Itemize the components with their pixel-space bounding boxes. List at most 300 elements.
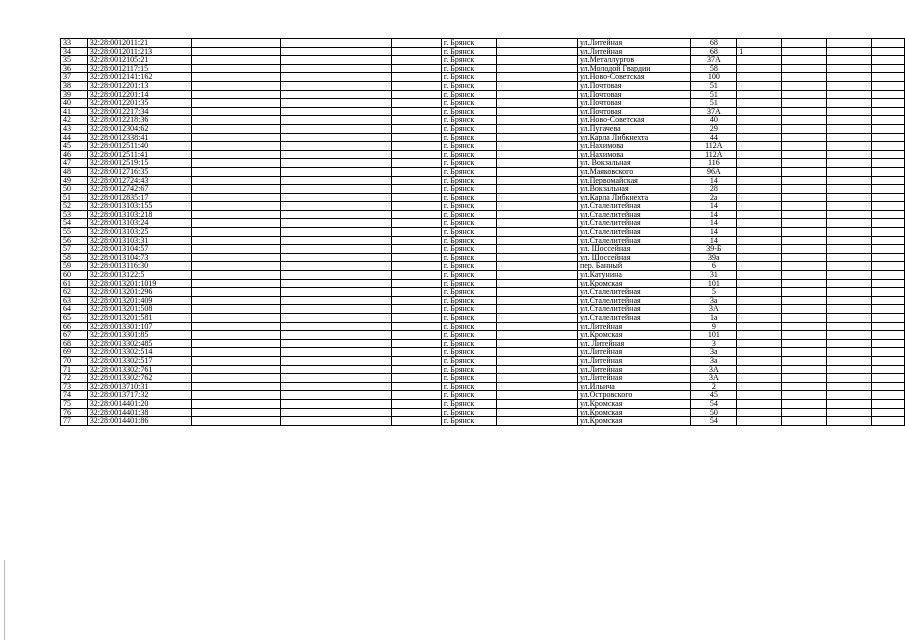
row-number-cell: 76	[61, 408, 88, 417]
cadastral-number-cell: 32:28:0013301:107	[87, 322, 191, 331]
empty-cell	[827, 116, 871, 125]
street-cell: ул.Кромская	[577, 417, 690, 426]
street-cell: ул. Вокзальная	[577, 159, 690, 168]
row-number-cell: 53	[61, 210, 88, 219]
row-number-cell: 36	[61, 64, 88, 73]
empty-cell	[871, 391, 904, 400]
house-number-cell: 54	[691, 399, 737, 408]
city-cell: г. Брянск	[441, 219, 496, 228]
empty-cell	[392, 228, 442, 237]
extra-cell	[737, 382, 782, 391]
empty-cell	[392, 408, 442, 417]
empty-cell	[280, 339, 391, 348]
city-cell: г. Брянск	[441, 288, 496, 297]
street-cell: ул.Нахимова	[577, 142, 690, 151]
empty-cell	[497, 262, 578, 271]
cadastral-number-cell: 32:28:0013201:296	[87, 288, 191, 297]
city-cell: г. Брянск	[441, 47, 496, 56]
city-cell: г. Брянск	[441, 399, 496, 408]
empty-cell	[781, 159, 826, 168]
table-row	[61, 271, 905, 280]
extra-cell	[737, 228, 782, 237]
extra-cell	[737, 176, 782, 185]
empty-cell	[871, 39, 904, 48]
empty-cell	[781, 116, 826, 125]
empty-cell	[280, 99, 391, 108]
empty-cell	[392, 73, 442, 82]
empty-cell	[871, 271, 904, 280]
empty-cell	[827, 202, 871, 211]
empty-cell	[781, 133, 826, 142]
city-cell: г. Брянск	[441, 365, 496, 374]
empty-cell	[392, 253, 442, 262]
row-number-cell: 42	[61, 116, 88, 125]
empty-cell	[827, 39, 871, 48]
cadastral-number-cell: 32:28:0013302:517	[87, 356, 191, 365]
empty-cell	[827, 305, 871, 314]
cadastral-number-cell: 32:28:0012511:41	[87, 150, 191, 159]
empty-cell	[827, 159, 871, 168]
empty-cell	[781, 408, 826, 417]
row-number-cell: 59	[61, 262, 88, 271]
city-cell: г. Брянск	[441, 348, 496, 357]
house-number-cell: 112А	[691, 142, 737, 151]
empty-cell	[871, 365, 904, 374]
city-cell: г. Брянск	[441, 202, 496, 211]
house-number-cell: 50	[691, 408, 737, 417]
extra-cell	[737, 236, 782, 245]
empty-cell	[392, 142, 442, 151]
empty-cell	[871, 167, 904, 176]
empty-cell	[392, 382, 442, 391]
empty-cell	[871, 288, 904, 297]
table-row	[61, 150, 905, 159]
table-row	[61, 322, 905, 331]
cadastral-number-cell: 32:28:0013104:73	[87, 253, 191, 262]
scan-edge-line	[4, 560, 5, 640]
row-number-cell: 49	[61, 176, 88, 185]
extra-cell	[737, 150, 782, 159]
empty-cell	[497, 219, 578, 228]
empty-cell	[191, 193, 280, 202]
table-row	[61, 193, 905, 202]
empty-cell	[280, 150, 391, 159]
cadastral-number-cell: 32:28:0013302:761	[87, 365, 191, 374]
cadastral-number-cell: 32:28:0012338:41	[87, 133, 191, 142]
table-row	[61, 210, 905, 219]
row-number-cell: 40	[61, 99, 88, 108]
city-cell: г. Брянск	[441, 356, 496, 365]
cadastral-number-cell: 32:28:0013302:485	[87, 339, 191, 348]
empty-cell	[781, 262, 826, 271]
row-number-cell: 57	[61, 245, 88, 254]
row-number-cell: 71	[61, 365, 88, 374]
empty-cell	[497, 288, 578, 297]
street-cell: ул.Маяковского	[577, 167, 690, 176]
street-cell: ул.Почтовая	[577, 81, 690, 90]
empty-cell	[191, 116, 280, 125]
empty-cell	[871, 348, 904, 357]
empty-cell	[497, 159, 578, 168]
empty-cell	[497, 322, 578, 331]
empty-cell	[497, 296, 578, 305]
empty-cell	[280, 253, 391, 262]
empty-cell	[191, 202, 280, 211]
table-row	[61, 219, 905, 228]
empty-cell	[191, 219, 280, 228]
house-number-cell: 14	[691, 236, 737, 245]
cadastral-number-cell: 32:28:0012742:67	[87, 185, 191, 194]
empty-cell	[497, 124, 578, 133]
empty-cell	[191, 64, 280, 73]
empty-cell	[827, 176, 871, 185]
city-cell: г. Брянск	[441, 322, 496, 331]
house-number-cell: 31	[691, 271, 737, 280]
empty-cell	[392, 288, 442, 297]
empty-cell	[781, 47, 826, 56]
house-number-cell: 68	[691, 39, 737, 48]
street-cell: ул.Ново-Советская	[577, 73, 690, 82]
row-number-cell: 69	[61, 348, 88, 357]
row-number-cell: 60	[61, 271, 88, 280]
house-number-cell: 44	[691, 133, 737, 142]
empty-cell	[280, 408, 391, 417]
empty-cell	[392, 64, 442, 73]
cadastral-number-cell: 32:28:0013717:32	[87, 391, 191, 400]
empty-cell	[497, 202, 578, 211]
empty-cell	[280, 314, 391, 323]
empty-cell	[497, 73, 578, 82]
city-cell: г. Брянск	[441, 73, 496, 82]
empty-cell	[827, 99, 871, 108]
extra-cell	[737, 288, 782, 297]
empty-cell	[781, 365, 826, 374]
street-cell: ул.Сталелитейная	[577, 202, 690, 211]
empty-cell	[871, 322, 904, 331]
empty-cell	[392, 90, 442, 99]
table-row	[61, 356, 905, 365]
empty-cell	[280, 271, 391, 280]
city-cell: г. Брянск	[441, 56, 496, 65]
street-cell: ул.Литейная	[577, 356, 690, 365]
empty-cell	[781, 305, 826, 314]
extra-cell	[737, 39, 782, 48]
empty-cell	[191, 374, 280, 383]
empty-cell	[191, 391, 280, 400]
street-cell: ул.Вокзальная	[577, 185, 690, 194]
city-cell: г. Брянск	[441, 39, 496, 48]
cadastral-number-cell: 32:28:0013201:508	[87, 305, 191, 314]
street-cell: ул.Литейная	[577, 47, 690, 56]
street-cell: ул.Сталелитейная	[577, 296, 690, 305]
empty-cell	[280, 202, 391, 211]
cadastral-number-cell: 32:28:0014401:38	[87, 408, 191, 417]
empty-cell	[871, 210, 904, 219]
empty-cell	[497, 107, 578, 116]
empty-cell	[191, 305, 280, 314]
row-number-cell: 64	[61, 305, 88, 314]
empty-cell	[191, 47, 280, 56]
house-number-cell: 5	[691, 288, 737, 297]
table-row	[61, 124, 905, 133]
row-number-cell: 44	[61, 133, 88, 142]
empty-cell	[871, 399, 904, 408]
empty-cell	[280, 159, 391, 168]
empty-cell	[191, 124, 280, 133]
extra-cell: 1	[737, 47, 782, 56]
empty-cell	[827, 64, 871, 73]
city-cell: г. Брянск	[441, 279, 496, 288]
empty-cell	[191, 279, 280, 288]
row-number-cell: 73	[61, 382, 88, 391]
extra-cell	[737, 56, 782, 65]
empty-cell	[781, 124, 826, 133]
house-number-cell: 2	[691, 382, 737, 391]
house-number-cell: 29	[691, 124, 737, 133]
house-number-cell: 14	[691, 176, 737, 185]
city-cell: г. Брянск	[441, 391, 496, 400]
empty-cell	[497, 90, 578, 99]
empty-cell	[280, 356, 391, 365]
empty-cell	[392, 339, 442, 348]
house-number-cell: 3	[691, 339, 737, 348]
table-row	[61, 116, 905, 125]
empty-cell	[191, 185, 280, 194]
extra-cell	[737, 99, 782, 108]
empty-cell	[280, 348, 391, 357]
row-number-cell: 52	[61, 202, 88, 211]
empty-cell	[392, 322, 442, 331]
cadastral-number-cell: 32:28:0012201:35	[87, 99, 191, 108]
house-number-cell: 37А	[691, 56, 737, 65]
extra-cell	[737, 167, 782, 176]
empty-cell	[827, 271, 871, 280]
empty-cell	[781, 236, 826, 245]
cadastral-number-cell: 32:28:0012716:35	[87, 167, 191, 176]
city-cell: г. Брянск	[441, 305, 496, 314]
empty-cell	[871, 64, 904, 73]
empty-cell	[497, 39, 578, 48]
empty-cell	[392, 365, 442, 374]
empty-cell	[497, 210, 578, 219]
empty-cell	[497, 331, 578, 340]
city-cell: г. Брянск	[441, 150, 496, 159]
empty-cell	[280, 245, 391, 254]
house-number-cell: 37А	[691, 107, 737, 116]
empty-cell	[392, 202, 442, 211]
cadastral-number-cell: 32:28:0013103:218	[87, 210, 191, 219]
empty-cell	[871, 133, 904, 142]
row-number-cell: 77	[61, 417, 88, 426]
empty-cell	[827, 382, 871, 391]
register-table-body	[61, 39, 905, 426]
house-number-cell: 68	[691, 47, 737, 56]
extra-cell	[737, 202, 782, 211]
empty-cell	[392, 99, 442, 108]
cadastral-number-cell: 32:28:0013710:31	[87, 382, 191, 391]
empty-cell	[497, 408, 578, 417]
house-number-cell: 28	[691, 185, 737, 194]
empty-cell	[280, 331, 391, 340]
house-number-cell: 3А	[691, 374, 737, 383]
empty-cell	[871, 228, 904, 237]
empty-cell	[392, 167, 442, 176]
city-cell: г. Брянск	[441, 210, 496, 219]
street-cell: ул.Литейная	[577, 322, 690, 331]
empty-cell	[781, 339, 826, 348]
empty-cell	[871, 314, 904, 323]
empty-cell	[392, 236, 442, 245]
extra-cell	[737, 408, 782, 417]
empty-cell	[191, 210, 280, 219]
empty-cell	[871, 417, 904, 426]
street-cell: ул.Ильича	[577, 382, 690, 391]
empty-cell	[827, 56, 871, 65]
city-cell: г. Брянск	[441, 133, 496, 142]
house-number-cell: 1а	[691, 314, 737, 323]
table-row	[61, 245, 905, 254]
empty-cell	[191, 73, 280, 82]
cadastral-number-cell: 32:28:0012304:62	[87, 124, 191, 133]
house-number-cell: 101	[691, 331, 737, 340]
house-number-cell: 40	[691, 116, 737, 125]
city-cell: г. Брянск	[441, 271, 496, 280]
city-cell: г. Брянск	[441, 382, 496, 391]
empty-cell	[827, 193, 871, 202]
empty-cell	[497, 236, 578, 245]
empty-cell	[280, 133, 391, 142]
empty-cell	[827, 73, 871, 82]
city-cell: г. Брянск	[441, 314, 496, 323]
city-cell: г. Брянск	[441, 193, 496, 202]
street-cell: ул.Нахимова	[577, 150, 690, 159]
row-number-cell: 75	[61, 399, 88, 408]
empty-cell	[827, 374, 871, 383]
row-number-cell: 34	[61, 47, 88, 56]
empty-cell	[191, 322, 280, 331]
empty-cell	[191, 339, 280, 348]
empty-cell	[280, 176, 391, 185]
house-number-cell: 112А	[691, 150, 737, 159]
cadastral-number-cell: 32:28:0012218:36	[87, 116, 191, 125]
street-cell: ул.Сталелитейная	[577, 228, 690, 237]
city-cell: г. Брянск	[441, 245, 496, 254]
row-number-cell: 47	[61, 159, 88, 168]
empty-cell	[871, 81, 904, 90]
empty-cell	[781, 56, 826, 65]
city-cell: г. Брянск	[441, 374, 496, 383]
row-number-cell: 39	[61, 90, 88, 99]
table-row	[61, 133, 905, 142]
city-cell: г. Брянск	[441, 81, 496, 90]
row-number-cell: 63	[61, 296, 88, 305]
house-number-cell: 116	[691, 159, 737, 168]
empty-cell	[392, 150, 442, 159]
empty-cell	[871, 176, 904, 185]
empty-cell	[280, 64, 391, 73]
empty-cell	[781, 193, 826, 202]
empty-cell	[871, 356, 904, 365]
empty-cell	[827, 348, 871, 357]
empty-cell	[781, 356, 826, 365]
empty-cell	[392, 399, 442, 408]
empty-cell	[781, 322, 826, 331]
street-cell: ул.Металлургов	[577, 56, 690, 65]
street-cell: ул.Литейная	[577, 348, 690, 357]
cadastral-number-cell: 32:28:0012141:162	[87, 73, 191, 82]
extra-cell	[737, 124, 782, 133]
extra-cell	[737, 374, 782, 383]
empty-cell	[781, 331, 826, 340]
empty-cell	[781, 271, 826, 280]
street-cell: ул.Сталелитейная	[577, 236, 690, 245]
empty-cell	[191, 399, 280, 408]
empty-cell	[191, 408, 280, 417]
empty-cell	[392, 245, 442, 254]
city-cell: г. Брянск	[441, 124, 496, 133]
cadastral-number-cell: 32:28:0012519:15	[87, 159, 191, 168]
cadastral-number-cell: 32:28:0013302:514	[87, 348, 191, 357]
row-number-cell: 70	[61, 356, 88, 365]
table-row	[61, 288, 905, 297]
empty-cell	[827, 133, 871, 142]
empty-cell	[497, 382, 578, 391]
empty-cell	[871, 202, 904, 211]
extra-cell	[737, 296, 782, 305]
street-cell: ул.Сталелитейная	[577, 305, 690, 314]
empty-cell	[392, 296, 442, 305]
empty-cell	[191, 365, 280, 374]
empty-cell	[827, 356, 871, 365]
cadastral-number-cell: 32:28:0012105:21	[87, 56, 191, 65]
empty-cell	[871, 245, 904, 254]
empty-cell	[497, 374, 578, 383]
table-row	[61, 262, 905, 271]
house-number-cell: 3а	[691, 348, 737, 357]
empty-cell	[497, 279, 578, 288]
empty-cell	[871, 374, 904, 383]
row-number-cell: 37	[61, 73, 88, 82]
street-cell: ул.Сталелитейная	[577, 219, 690, 228]
extra-cell	[737, 159, 782, 168]
empty-cell	[191, 228, 280, 237]
row-number-cell: 45	[61, 142, 88, 151]
table-row	[61, 391, 905, 400]
house-number-cell: 3А	[691, 305, 737, 314]
extra-cell	[737, 279, 782, 288]
table-row	[61, 99, 905, 108]
empty-cell	[191, 382, 280, 391]
row-number-cell: 50	[61, 185, 88, 194]
street-cell: ул.Почтовая	[577, 107, 690, 116]
city-cell: г. Брянск	[441, 116, 496, 125]
house-number-cell: 14	[691, 228, 737, 237]
empty-cell	[497, 176, 578, 185]
city-cell: г. Брянск	[441, 176, 496, 185]
empty-cell	[191, 99, 280, 108]
empty-cell	[392, 348, 442, 357]
house-number-cell: 39-Б	[691, 245, 737, 254]
empty-cell	[871, 73, 904, 82]
empty-cell	[191, 245, 280, 254]
empty-cell	[827, 210, 871, 219]
empty-cell	[827, 150, 871, 159]
table-row	[61, 107, 905, 116]
empty-cell	[191, 107, 280, 116]
extra-cell	[737, 73, 782, 82]
extra-cell	[737, 107, 782, 116]
street-cell: ул. Литейная	[577, 339, 690, 348]
